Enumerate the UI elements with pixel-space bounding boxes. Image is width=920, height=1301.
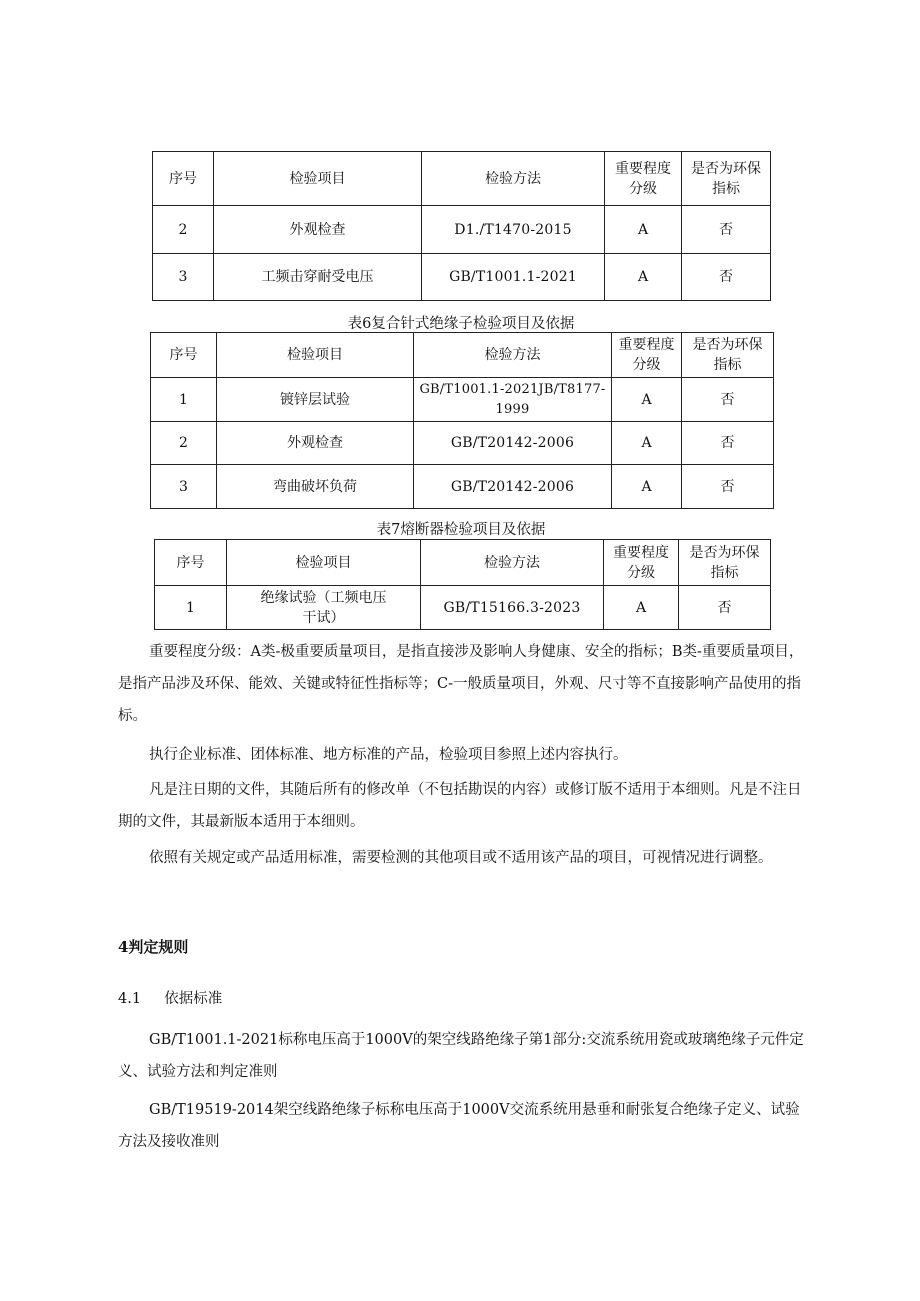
subsection-title: 依据标准 [164,991,223,1007]
table-caption: 表6复合针式绝缘子检验项目及依据 [347,316,575,332]
table-cell: A [612,422,682,465]
header-cell: 检验方法 [414,333,612,378]
reference-standard-1: GB/T1001.1-2021标称电压高于1000V的架空线路绝缘子第1部分:交流系统用瓷或玻璃绝缘子元件定义、试验方法和判定准则 [118,1032,804,1080]
table-cell: A [605,206,682,254]
table-cell: D1./T1470-2015 [422,206,605,254]
inspection-table-3 [154,539,771,630]
table-cell: 2 [153,206,214,254]
table-row [151,422,774,465]
table-row [151,465,774,509]
header-cell: 检验方法 [422,152,605,206]
header-cell: 序号 [151,333,217,378]
table-cell: 否 [682,465,774,509]
table-header-row [151,333,774,378]
subsection-number: 4.1 [118,991,142,1007]
table-cell: A [604,586,679,630]
table-cell: A [612,465,682,509]
table-cell: 3 [153,254,214,301]
reference-standard-2: GB/T19519-2014架空线路绝缘子标称电压高于1000V交流系统用悬垂和耐张复合绝缘子定义、试验方法及接收准则 [118,1102,800,1150]
table-cell: A [605,254,682,301]
table-header-row [155,540,771,586]
table-cell: GB/T1001.1-2021JB/T8177-1999 [414,378,612,422]
table-cell: 1 [155,586,227,630]
table-cell: 弯曲破坏负荷 [217,465,414,509]
importance-paragraph: 重要程度分级：A类-极重要质量项目，是指直接涉及影响人身健康、安全的指标；B类-重要质量项目，是指产品涉及环保、能效、关键或特征性指标等；C-一般质量项目，外观、尺寸等不直接影响产品使用的指标。 [118,644,804,724]
table-cell: 1 [151,378,217,422]
table-cell: 外观检查 [214,206,422,254]
table-cell: 外观检查 [217,422,414,465]
header-cell: 重要程度分级 [612,333,682,378]
section-heading: 4判定规则 [118,938,189,956]
header-cell: 检验项目 [217,333,414,378]
adjust-paragraph: 依照有关规定或产品适用标准，需要检测的其他项目或不适用该产品的项目，可视情况进行调整。 [149,850,773,866]
header-cell: 检验方法 [421,540,604,586]
header-cell: 是否为环保指标 [682,333,774,378]
header-cell: 重要程度分级 [605,152,682,206]
header-cell: 是否为环保指标 [682,152,771,206]
table-row [153,254,771,301]
table-cell: 镀锌层试验 [217,378,414,422]
table-caption: 表7熔断器检验项目及依据 [376,522,546,538]
header-cell: 序号 [155,540,227,586]
table-cell: GB/T1001.1-2021 [422,254,605,301]
table-cell: A [612,378,682,422]
table-cell: 否 [682,206,771,254]
execution-paragraph: 执行企业标准、团体标准、地方标准的产品，检验项目参照上述内容执行。 [149,747,628,763]
header-cell: 检验项目 [227,540,421,586]
dated-files-paragraph: 凡是注日期的文件，其随后所有的修改单（不包括勘误的内容）或修订版不适用于本细则。凡是不注日期的文件，其最新版本适用于本细则。 [118,782,802,830]
table-cell: 否 [682,378,774,422]
inspection-table-1 [152,151,771,301]
table-row [151,378,774,422]
table-row [153,206,771,254]
table-cell: GB/T20142-2006 [414,422,612,465]
table-cell: 否 [679,586,771,630]
header-cell: 是否为环保指标 [679,540,771,586]
table-cell: 否 [682,254,771,301]
header-cell: 检验项目 [214,152,422,206]
subsection-heading [118,988,222,1010]
table-cell: 3 [151,465,217,509]
header-cell: 重要程度分级 [604,540,679,586]
inspection-table-2 [150,332,774,509]
table-cell: GB/T20142-2006 [414,465,612,509]
table-row [155,586,771,630]
table-cell: 绝缘试验（工频电压干试） [227,586,421,630]
table-cell: 工频击穿耐受电压 [214,254,422,301]
header-cell: 序号 [153,152,214,206]
table-cell: 否 [682,422,774,465]
table-header-row [153,152,771,206]
table-cell: GB/T15166.3-2023 [421,586,604,630]
table-cell: 2 [151,422,217,465]
